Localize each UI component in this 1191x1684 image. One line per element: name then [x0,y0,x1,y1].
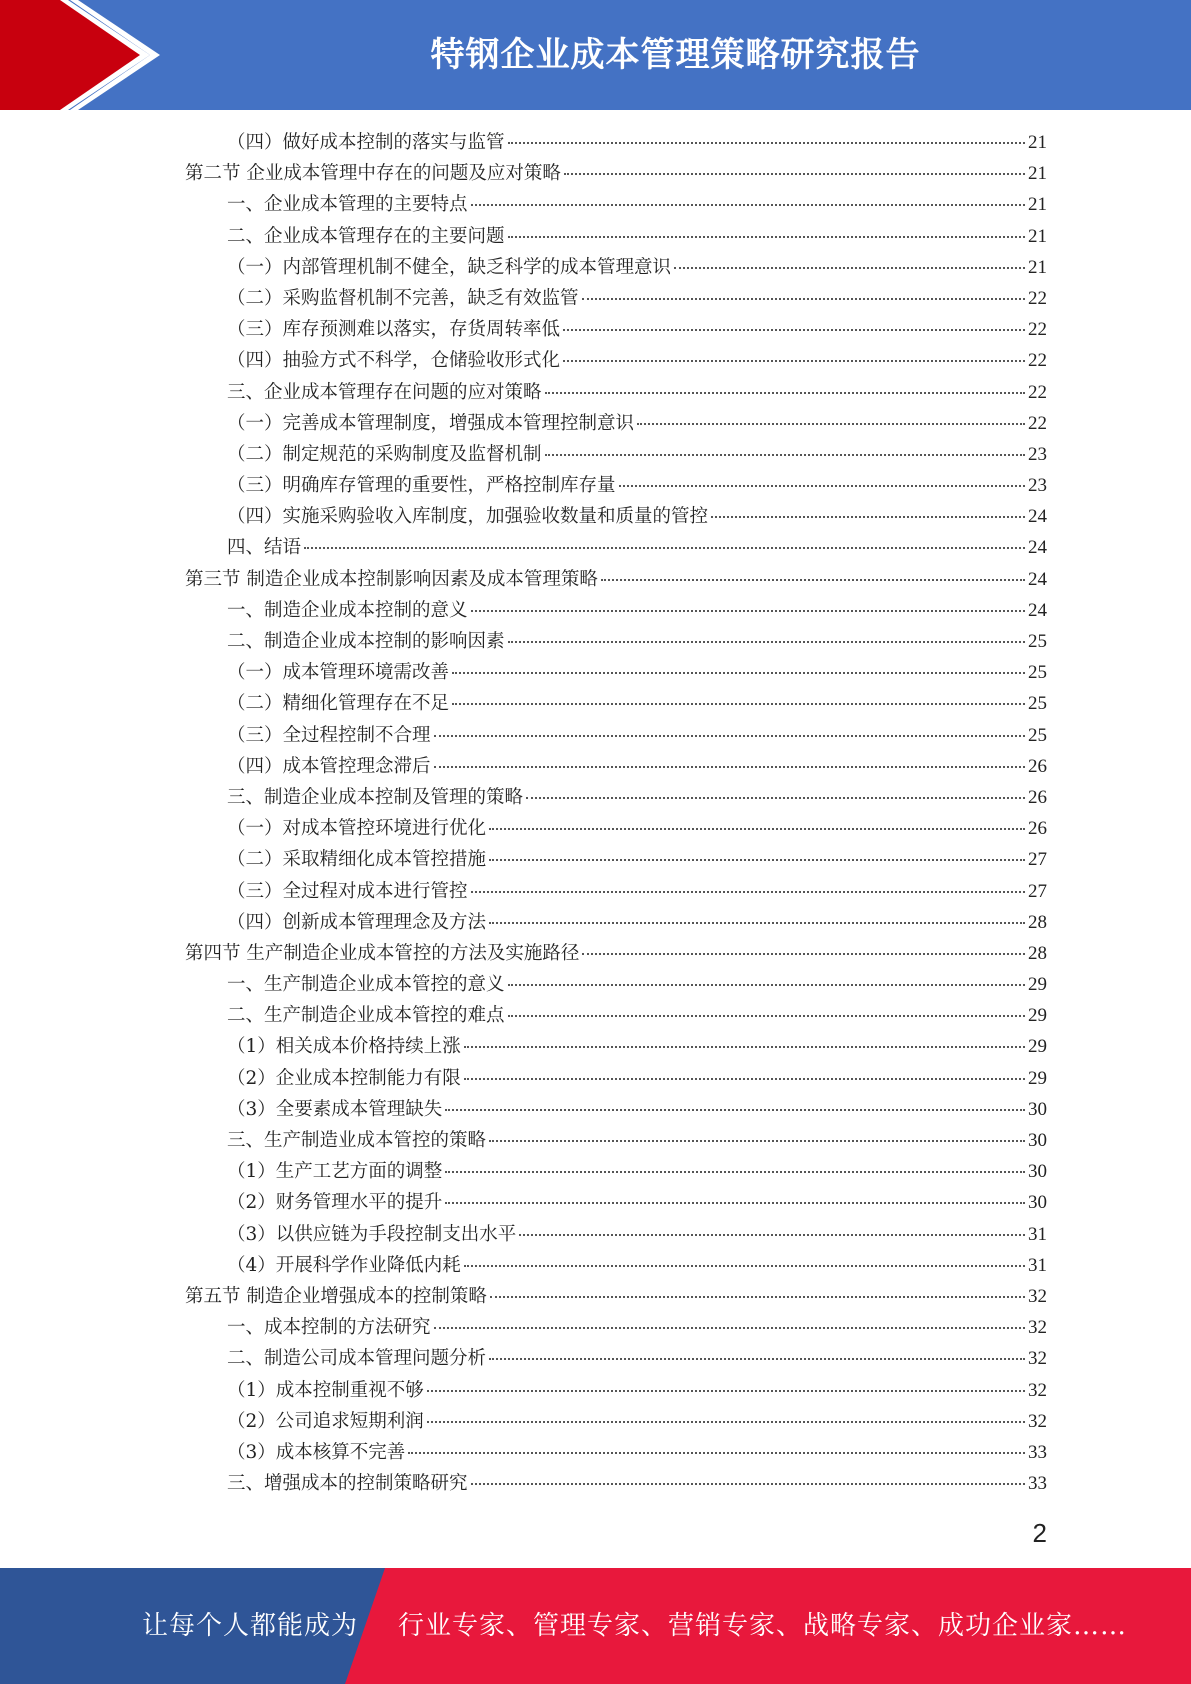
toc-entry[interactable] [185,1063,1047,1094]
toc-entry[interactable] [185,189,1047,220]
toc-entry[interactable] [185,1031,1047,1062]
toc-dot-leader [445,1108,1025,1111]
toc-dot-leader [711,515,1025,518]
toc-entry[interactable] [185,127,1047,158]
toc-entry-page: 21 [1028,256,1047,278]
toc-entry[interactable] [185,345,1047,376]
toc-entry-page: 28 [1028,911,1047,933]
toc-entry[interactable] [185,1406,1047,1437]
toc-dot-leader [508,983,1025,986]
toc-dot-leader [637,422,1025,425]
toc-dot-leader [545,453,1025,456]
toc-entry[interactable] [185,252,1047,283]
toc-dot-leader [582,297,1025,300]
toc-entry-title: 二、制造公司成本管理问题分析 [227,1348,487,1370]
toc-entry-page: 29 [1028,1067,1047,1089]
toc-entry-page: 28 [1028,942,1047,964]
toc-entry-title: 一、制造企业成本控制的意义 [227,599,468,621]
toc-entry[interactable] [185,782,1047,813]
toc-entry-page: 30 [1028,1161,1047,1183]
toc-entry[interactable] [185,907,1047,938]
toc-entry-title: （三）库存预测难以落实，存货周转率低 [227,319,561,341]
toc-entry-title: （四）成本管控理念滞后 [227,755,431,777]
toc-entry-page: 32 [1028,1317,1047,1339]
toc-dot-leader [464,1264,1025,1267]
toc-entry-page: 23 [1028,475,1047,497]
toc-dot-leader [508,235,1025,238]
toc-entry-title: （4）开展科学作业降低内耗 [227,1254,461,1276]
toc-entry-title: 二、生产制造企业成本管控的难点 [227,1005,505,1027]
toc-entry[interactable] [185,501,1047,532]
toc-entry[interactable] [185,1468,1047,1499]
toc-dot-leader [545,391,1025,394]
toc-entry[interactable] [185,844,1047,875]
toc-dot-leader [427,1389,1025,1392]
toc-entry-page: 21 [1028,163,1047,185]
toc-entry[interactable] [185,1250,1047,1281]
header-banner [0,0,1191,110]
footer-banner [0,1568,1191,1684]
toc-entry-page: 26 [1028,818,1047,840]
toc-dot-leader [508,640,1025,643]
toc-entry-title: （一）内部管理机制不健全，缺乏科学的成本管理意识 [227,256,672,278]
toc-entry-title: 三、制造企业成本控制及管理的策略 [227,786,524,808]
toc-entry-page: 21 [1028,132,1047,153]
toc-dot-leader [471,203,1025,206]
toc-entry[interactable] [185,1375,1047,1406]
toc-entry-title: （四）抽验方式不科学，仓储验收形式化 [227,350,561,372]
toc-entry-title: （一）对成本管控环境进行优化 [227,818,487,840]
toc-entry[interactable] [185,158,1047,189]
toc-dot-leader [304,546,1025,549]
toc-dot-leader [471,890,1025,893]
toc-entry-title: （2）公司追求短期利润 [227,1410,424,1432]
toc-entry-title: （二）采取精细化成本管控措施 [227,849,487,871]
toc-entry[interactable] [185,1219,1047,1250]
toc-entry-page: 25 [1028,631,1047,652]
toc-entry-title: （2）财务管理水平的提升 [227,1192,443,1214]
toc-entry[interactable] [185,1125,1047,1156]
toc-dot-leader [434,1326,1025,1329]
toc-entry-title: 一、生产制造企业成本管控的意义 [227,974,505,996]
toc-dot-leader [508,1014,1025,1017]
toc-entry-title: 一、成本控制的方法研究 [227,1317,431,1339]
toc-entry-page: 25 [1028,693,1047,715]
toc-entry-title: （3）成本核算不完善 [227,1441,406,1463]
toc-entry-page: 32 [1028,1379,1047,1401]
toc-dot-leader [489,827,1025,830]
toc-dot-leader [464,1077,1025,1080]
toc-entry-title: 第四节 生产制造企业成本管控的方法及实施路径 [185,942,580,964]
toc-dot-leader [619,484,1025,487]
toc-dot-leader [563,328,1025,331]
toc-dot-leader [508,141,1025,144]
toc-entry-page: 27 [1028,880,1047,902]
toc-entry-title: （1）相关成本价格持续上涨 [227,1036,461,1058]
toc-entry-page: 32 [1028,1410,1047,1432]
toc-entry[interactable] [185,751,1047,782]
toc-entry-title: 三、生产制造业成本管控的策略 [227,1130,487,1151]
toc-entry[interactable] [185,1281,1047,1312]
toc-entry[interactable] [185,969,1047,1000]
toc-entry-title: （四）做好成本控制的落实与监管 [227,132,505,153]
toc-dot-leader [490,1295,1025,1298]
toc-entry[interactable] [185,720,1047,751]
toc-dot-leader [489,858,1025,861]
toc-entry-title: （二）精细化管理存在不足 [227,693,450,715]
toc-entry[interactable] [185,439,1047,470]
toc-entry[interactable] [185,876,1047,907]
toc-dot-leader [471,1482,1025,1485]
toc-dot-leader [434,765,1025,768]
toc-entry-title: 一、企业成本管理的主要特点 [227,194,468,216]
toc-dot-leader [452,702,1025,705]
toc-entry[interactable] [185,626,1047,657]
toc-entry-page: 22 [1028,412,1047,434]
toc-entry[interactable] [185,688,1047,719]
toc-entry-title: （1）生产工艺方面的调整 [227,1161,443,1183]
toc-entry-page: 33 [1028,1473,1047,1495]
toc-entry-title: （三）明确库存管理的重要性，严格控制库存量 [227,475,616,497]
table-of-contents [185,127,1047,1499]
toc-entry-page: 23 [1028,443,1047,465]
toc-entry-title: 二、制造企业成本控制的影响因素 [227,631,505,652]
toc-entry-title: （二）制定规范的采购制度及监督机制 [227,443,542,465]
toc-entry-title: 三、增强成本的控制策略研究 [227,1473,468,1495]
toc-entry[interactable] [185,657,1047,688]
toc-entry[interactable] [185,377,1047,408]
toc-entry-page: 22 [1028,319,1047,341]
toc-entry[interactable] [185,1156,1047,1187]
toc-entry-page: 30 [1028,1130,1047,1151]
toc-entry-page: 22 [1028,287,1047,309]
toc-entry-title: 第三节 制造企业成本控制影响因素及成本管理策略 [185,568,598,590]
toc-entry-title: （四）实施采购验收入库制度，加强验收数量和质量的管控 [227,506,709,528]
toc-entry-page: 22 [1028,350,1047,372]
toc-entry-page: 24 [1028,599,1047,621]
toc-entry-page: 24 [1028,537,1047,559]
page-number: 2 [1032,1518,1047,1548]
footer-slogan-left: 让每个人都能成为 [142,1611,359,1641]
toc-entry-page: 21 [1028,225,1047,247]
toc-entry-title: （3）全要素成本管理缺失 [227,1098,443,1120]
toc-dot-leader [445,1201,1025,1204]
toc-entry-page: 31 [1028,1223,1047,1245]
toc-entry-page: 26 [1028,786,1047,808]
toc-entry[interactable] [185,1094,1047,1125]
toc-entry-page: 29 [1028,1005,1047,1027]
toc-dot-leader [489,1139,1025,1142]
toc-entry-title: （三）全过程对成本进行管控 [227,880,468,902]
toc-entry[interactable] [185,314,1047,345]
toc-entry[interactable] [185,1437,1047,1468]
toc-dot-leader [582,952,1025,955]
toc-dot-leader [519,1233,1025,1236]
footer-slogan-right: 行业专家、管理专家、营销专家、战略专家、成功企业家…… [398,1611,1128,1641]
toc-dot-leader [445,1170,1025,1173]
toc-dot-leader [471,609,1025,612]
toc-dot-leader [526,796,1025,799]
toc-entry-title: 第二节 企业成本管理中存在的问题及应对策略 [185,163,561,185]
toc-entry-page: 31 [1028,1254,1047,1276]
toc-entry[interactable] [185,1343,1047,1374]
toc-entry-page: 24 [1028,568,1047,590]
toc-entry-title: （3）以供应链为手段控制支出水平 [227,1223,517,1245]
toc-entry-page: 30 [1028,1098,1047,1120]
toc-entry-title: 二、企业成本管理存在的主要问题 [227,225,505,247]
toc-entry-page: 21 [1028,194,1047,216]
toc-dot-leader [674,266,1025,269]
toc-entry[interactable] [185,813,1047,844]
toc-dot-leader [452,671,1025,674]
toc-entry[interactable] [185,1187,1047,1218]
toc-entry-page: 27 [1028,849,1047,871]
toc-dot-leader [427,1420,1025,1423]
toc-entry[interactable] [185,221,1047,252]
toc-entry-title: 第五节 制造企业增强成本的控制策略 [185,1285,487,1307]
toc-entry[interactable] [185,408,1047,439]
toc-entry-page: 30 [1028,1192,1047,1214]
toc-entry-title: （三）全过程控制不合理 [227,724,431,746]
toc-entry-page: 29 [1028,974,1047,996]
toc-entry-title: 三、企业成本管理存在问题的应对策略 [227,381,542,403]
toc-dot-leader [489,921,1025,924]
toc-entry-title: （2）企业成本控制能力有限 [227,1067,461,1089]
toc-entry[interactable] [185,938,1047,969]
toc-entry-title: （1）成本控制重视不够 [227,1379,424,1401]
toc-entry-title: 四、结语 [227,537,302,559]
toc-entry[interactable] [185,1312,1047,1343]
toc-dot-leader [563,359,1025,362]
report-title: 特钢企业成本管理策略研究报告 [430,35,921,75]
toc-entry-title: （一）成本管理环境需改善 [227,662,450,684]
toc-entry[interactable] [185,564,1047,595]
toc-entry[interactable] [185,283,1047,314]
toc-entry-page: 32 [1028,1348,1047,1370]
toc-dot-leader [408,1451,1025,1454]
toc-entry[interactable] [185,532,1047,563]
toc-dot-leader [601,578,1025,581]
toc-entry[interactable] [185,595,1047,626]
toc-dot-leader [489,1357,1025,1360]
toc-entry-page: 25 [1028,724,1047,746]
toc-entry-title: （二）采购监督机制不完善，缺乏有效监管 [227,287,579,309]
toc-entry-page: 32 [1028,1285,1047,1307]
toc-entry-page: 26 [1028,755,1047,777]
toc-entry-page: 25 [1028,662,1047,684]
toc-entry-page: 29 [1028,1036,1047,1058]
toc-dot-leader [464,1045,1025,1048]
toc-dot-leader [564,172,1025,175]
toc-dot-leader [434,734,1025,737]
toc-entry[interactable] [185,470,1047,501]
toc-entry-page: 24 [1028,506,1047,528]
toc-entry-page: 22 [1028,381,1047,403]
toc-entry-title: （一）完善成本管理制度，增强成本管理控制意识 [227,412,635,434]
toc-entry[interactable] [185,1000,1047,1031]
toc-entry-title: （四）创新成本管理理念及方法 [227,911,487,933]
toc-entry-page: 33 [1028,1441,1047,1463]
